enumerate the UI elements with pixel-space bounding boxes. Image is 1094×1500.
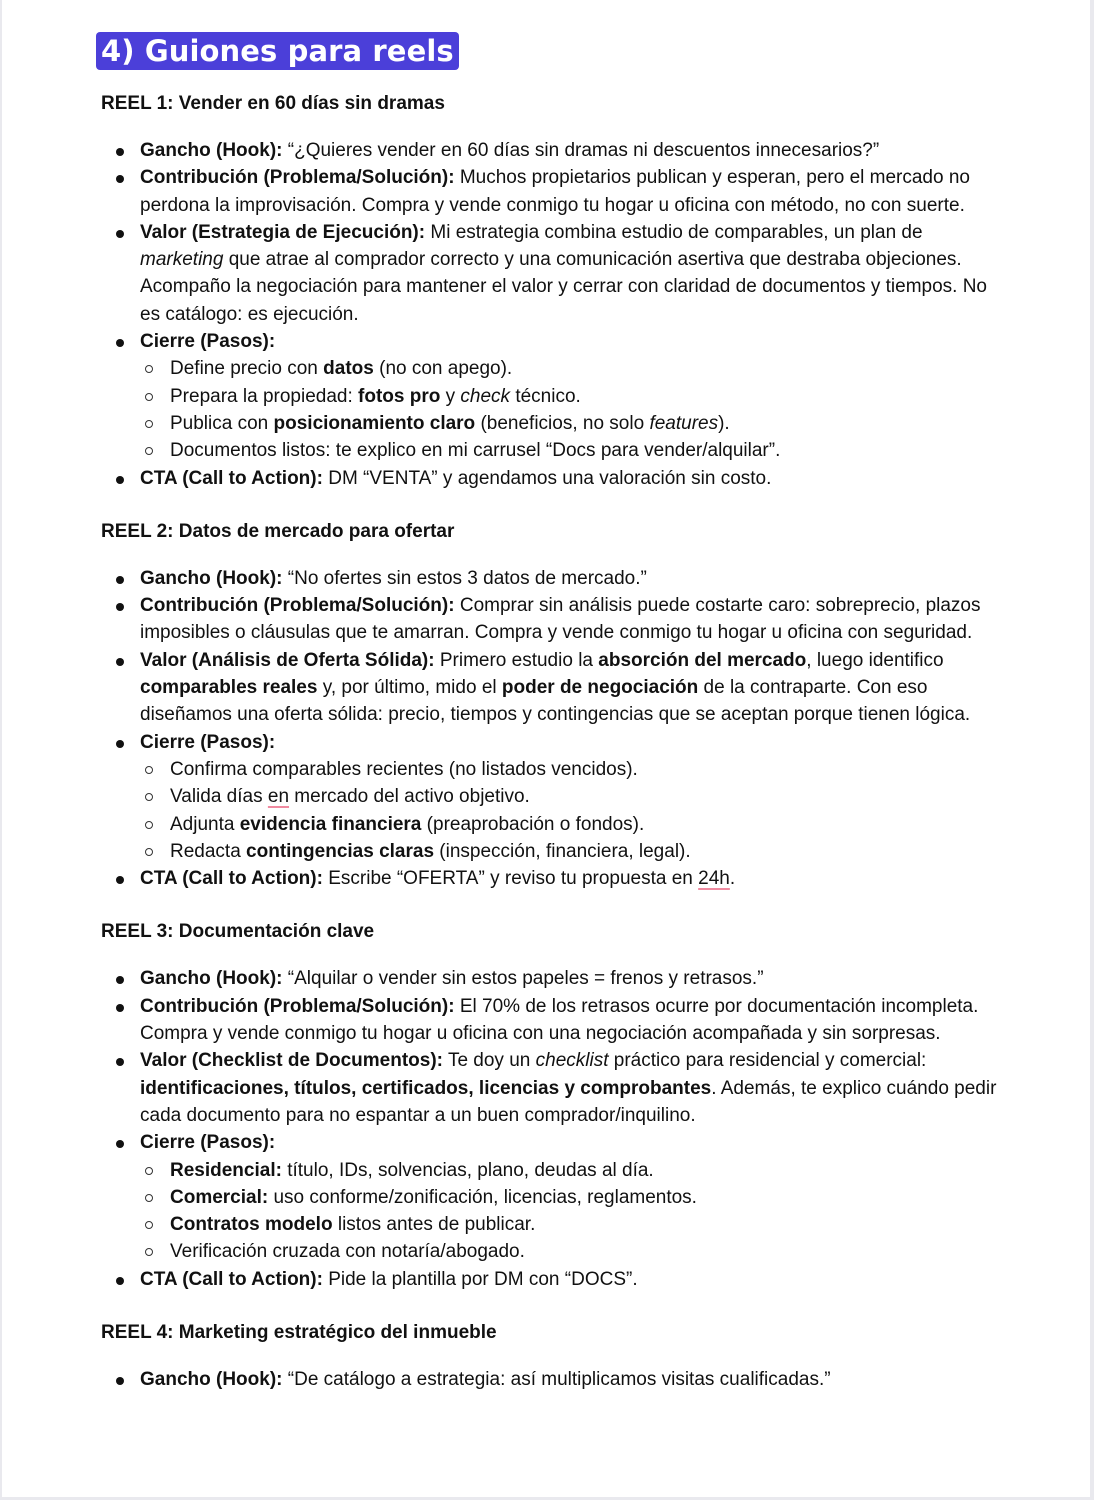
step-item [140,1238,1001,1265]
close-steps [140,1157,1001,1266]
step-bold: Contratos modelo [170,1214,333,1236]
value-label: Valor (Estrategia de Ejecución): [140,221,426,243]
cta-text: Escribe “OFERTA” y reviso tu propuesta en [322,868,699,890]
cta-label: CTA (Call to Action): [140,1268,323,1290]
value-text: Primero estudio la [434,649,599,671]
document-body [101,32,1001,1393]
cta-label: CTA (Call to Action): [140,868,323,890]
step-text: listos antes de publicar. [332,1214,536,1236]
close-steps [140,355,1001,464]
value-italic: marketing [140,249,224,271]
value-text: Te doy un [443,1050,536,1072]
step-item [140,783,1001,810]
reel-2 [101,520,1001,893]
step-item [140,1157,1001,1184]
value-label: Valor (Análisis de Oferta Sólida): [140,649,435,671]
step-text: (beneficios, no solo [475,412,650,434]
step-text: (no con apego). [373,358,513,380]
list-item-contribution [101,164,1001,219]
step-bold: evidencia financiera [239,813,422,835]
step-text: (inspección, financiera, legal). [434,840,691,862]
step-text: ). [718,412,730,434]
list-item-contribution [101,592,1001,647]
reel-title: REEL 3: Documentación clave [101,921,375,943]
reel-4 [101,1321,1001,1393]
reel-1 [101,92,1001,492]
step-text: técnico. [510,385,581,407]
value-text: Mi estrategia combina estudio de comparables, un plan de [425,221,923,243]
step-item [140,1184,1001,1211]
close-label: Cierre (Pasos): [140,731,276,753]
step-text: Valida días [170,786,268,808]
list-item-close [101,729,1001,865]
close-label: Cierre (Pasos): [140,331,276,353]
value-text: que atrae al comprador correcto y una comunicación asertiva que destraba objeciones. Acompaño la negociación para mantener el valor y cerrar con claridad de documentos y tiempos. No es catálogo: es ejecución. [140,249,988,325]
step-bold: datos [323,358,374,380]
value-text: práctico para residencial y comercial: [608,1050,927,1072]
list-item-value [101,1047,1001,1129]
section-heading: 4) Guiones para reels [96,32,459,70]
list-item-value [101,647,1001,729]
list-item-hook [101,137,1001,164]
cta-text: DM “VENTA” y agendamos una valoración sin costo. [322,467,772,489]
step-item [140,756,1001,783]
hook-label: Gancho (Hook): [140,140,283,161]
hook-label: Gancho (Hook): [140,1368,283,1390]
step-text: uso conforme/zonificación, licencias, reglamentos. [268,1186,697,1208]
step-text: título, IDs, solvencias, plano, deudas al día. [281,1159,654,1181]
list-item-value [101,219,1001,328]
step-item [140,383,1001,410]
reel-3 [101,920,1001,1293]
step-item [140,1211,1001,1238]
value-bold: absorción del mercado [598,649,807,671]
step-text: Define precio con [170,358,324,380]
reel-title: REEL 4: Marketing estratégico del inmueble [101,1321,497,1343]
list-item-close [101,1129,1001,1265]
hook-text: “No ofertes sin estos 3 datos de mercado.” [282,567,647,589]
value-text: de la contraparte. Con eso diseñamos una oferta sólida: precio, tiempos y contingencias que se aceptan porque tienen lógica. [140,677,971,726]
value-label: Valor (Checklist de Documentos): [140,1050,444,1072]
contribution-text: Muchos propietarios publican y esperan, pero el mercado no perdona la improvisación. Compra y vende conmigo tu hogar u oficina con método, no con suerte. [140,167,970,216]
hook-label: Gancho (Hook): [140,567,283,589]
cta-text: Pide la plantilla por DM con “DOCS”. [322,1268,638,1290]
step-bold: Residencial: [170,1159,282,1181]
list-item-cta [101,465,1001,492]
value-text: y, por último, mido el [317,677,502,699]
step-text: Confirma comparables recientes (no listados vencidos). [170,758,638,780]
close-label: Cierre (Pasos): [140,1132,276,1154]
step-text: Adjunta [170,813,240,835]
cta-text: . [729,868,736,890]
contribution-label: Contribución (Problema/Solución): [140,167,455,189]
contribution-label: Contribución (Problema/Solución): [140,995,455,1017]
reel-title: REEL 1: Vender en 60 días sin dramas [101,93,445,114]
contribution-text: Comprar sin análisis puede costarte caro: sobreprecio, plazos imposibles o cláusulas que te amarran. Compra y vende conmigo tu hogar u oficina con seguridad. [140,595,981,644]
hook-text: “De catálogo a estrategia: así multiplicamos visitas cualificadas.” [282,1368,831,1390]
step-item [140,355,1001,382]
hook-text: “¿Quieres vender en 60 días sin dramas ni descuentos innecesarios?” [282,140,880,161]
step-text: Documentos listos: te explico en mi carrusel “Docs para vender/alquilar”. [170,440,781,462]
reel-points [101,565,1001,893]
list-item-hook [101,1366,1001,1393]
cta-label: CTA (Call to Action): [140,467,323,489]
spellcheck-flagged-word[interactable]: en [267,786,290,808]
value-bold: comparables reales [140,677,318,699]
step-item [140,811,1001,838]
value-italic: checklist [535,1050,609,1072]
list-item-contribution [101,993,1001,1048]
list-item-cta [101,1266,1001,1293]
step-text: Prepara la propiedad: [170,385,359,407]
value-text: . Además, te explico cuándo pedir cada documento para no espantar a un buen comprador/inquilino. [140,1077,997,1126]
spellcheck-flagged-word[interactable]: 24h [698,868,730,890]
step-italic: check [460,385,511,407]
step-text: Verificación cruzada con notaría/abogado. [170,1241,525,1263]
step-italic: features [649,412,719,434]
step-bold: posicionamiento claro [273,412,476,434]
list-item-hook [101,565,1001,592]
step-bold: fotos pro [358,385,441,407]
step-bold: Comercial: [170,1186,269,1208]
step-item [140,437,1001,464]
hook-text: “Alquilar o vender sin estos papeles = frenos y retrasos.” [282,968,764,990]
step-text: mercado del activo objetivo. [289,786,530,808]
contribution-label: Contribución (Problema/Solución): [140,595,455,617]
list-item-cta [101,865,1001,892]
step-item [140,838,1001,865]
close-steps [140,756,1001,865]
reel-points [101,137,1001,492]
contribution-text: El 70% de los retrasos ocurre por documentación incompleta. Compra y vende conmigo tu hogar u oficina con una negociación acompañada y sin sorpresas. [140,995,979,1045]
reel-points [101,1366,1001,1393]
reel-title: REEL 2: Datos de mercado para ofertar [101,520,455,542]
hook-label: Gancho (Hook): [140,968,283,990]
step-item [140,410,1001,437]
list-item-close [101,328,1001,464]
step-text: (preaprobación o fondos). [421,813,645,835]
list-item-hook [101,965,1001,992]
step-bold: contingencias claras [246,840,435,862]
step-text: Publica con [170,412,274,434]
value-text: , luego identifico [806,649,944,671]
reel-points [101,965,1001,1293]
value-bold: poder de negociación [501,677,699,699]
step-text: Redacta [170,840,247,862]
step-text: y [440,385,461,407]
value-bold: identificaciones, títulos, certificados, licencias y comprobantes [140,1077,712,1099]
